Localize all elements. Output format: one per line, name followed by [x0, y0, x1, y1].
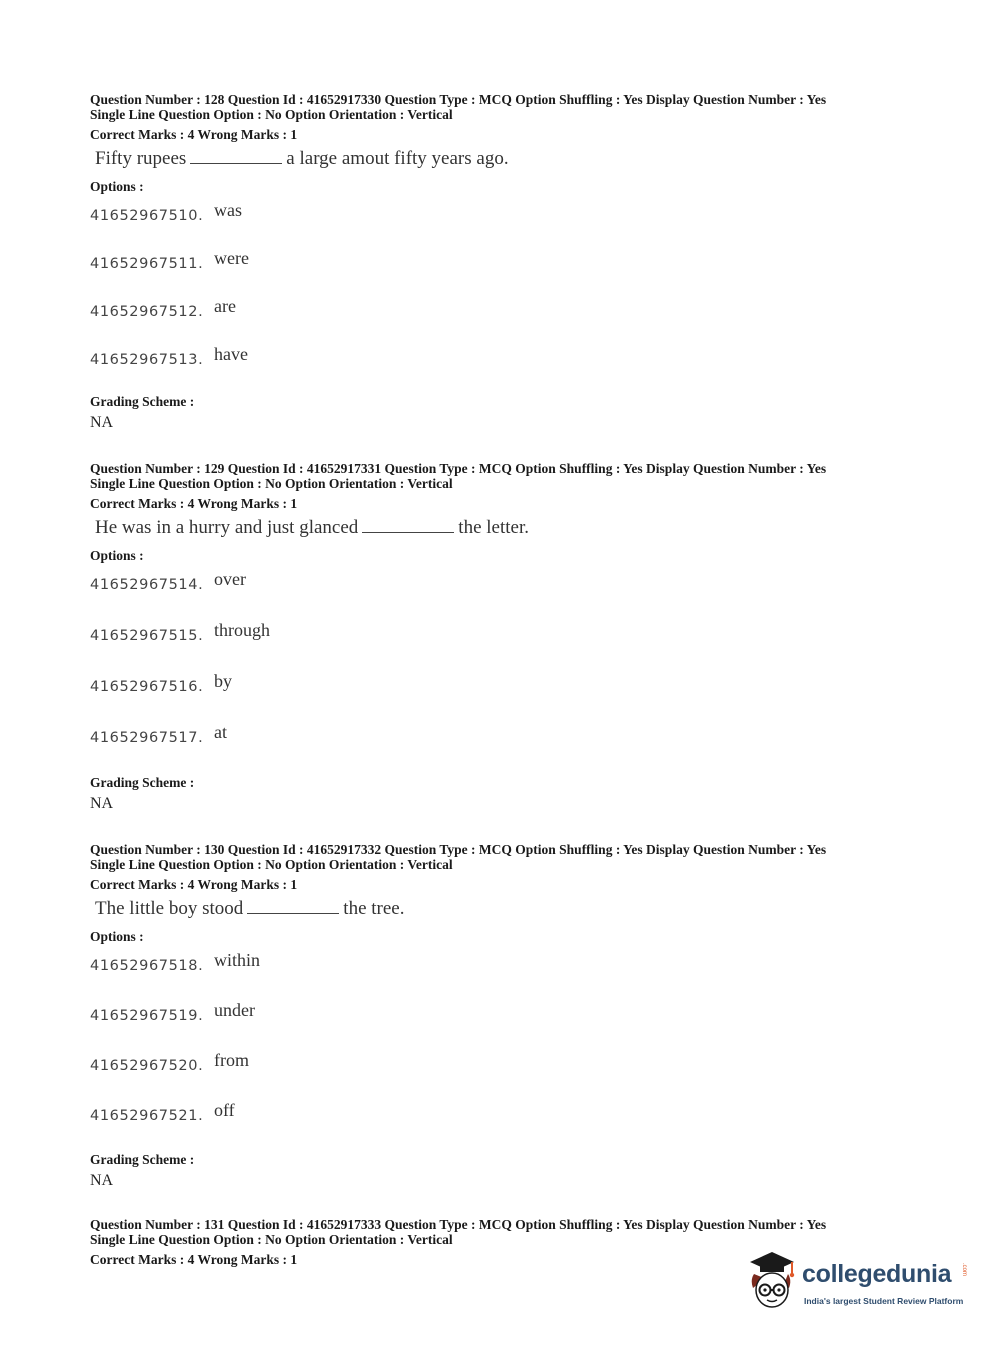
- option-id: 41652967515.: [90, 628, 204, 644]
- options-label: Options :: [90, 929, 144, 944]
- grading-scheme-label: Grading Scheme :: [90, 775, 195, 790]
- option-id: 41652967510.: [90, 208, 204, 224]
- question-marks: Correct Marks : 4 Wrong Marks : 1: [90, 877, 298, 892]
- option-text: was: [214, 200, 242, 220]
- option-id: 41652967520.: [90, 1058, 204, 1074]
- option-item[interactable]: [90, 338, 920, 386]
- question-block-129: [90, 461, 920, 813]
- fill-blank: [190, 145, 282, 164]
- option-id: 41652967519.: [90, 1008, 204, 1024]
- option-item[interactable]: [90, 290, 920, 338]
- option-item[interactable]: [90, 665, 920, 716]
- collegedunia-logo: [742, 1250, 972, 1320]
- option-text: have: [214, 344, 248, 364]
- question-text: [95, 895, 920, 921]
- question-meta-line-2: Single Line Question Option : No Option Orientation : Vertical: [90, 107, 453, 122]
- option-item[interactable]: [90, 716, 920, 767]
- question-marks: Correct Marks : 4 Wrong Marks : 1: [90, 496, 298, 511]
- question-meta-line: Question Number : 129 Question Id : 41652917331 Question Type : MCQ Option Shuffling : Yes Display Question Number : Yes: [90, 461, 827, 476]
- question-meta-line-2: Single Line Question Option : No Option Orientation : Vertical: [90, 1232, 453, 1247]
- option-text: within: [214, 950, 261, 970]
- question-marks: Correct Marks : 4 Wrong Marks : 1: [90, 127, 298, 142]
- fill-blank: [362, 514, 454, 533]
- option-id: 41652967517.: [90, 730, 204, 746]
- question-meta-line: Question Number : 131 Question Id : 41652917333 Question Type : MCQ Option Shuffling : Yes Display Question Number : Yes: [90, 1217, 827, 1232]
- mascot-icon: [742, 1250, 800, 1314]
- question-meta-line: Question Number : 130 Question Id : 41652917332 Question Type : MCQ Option Shuffling : Yes Display Question Number : Yes: [90, 842, 827, 857]
- option-id: 41652967516.: [90, 679, 204, 695]
- grading-scheme-label: Grading Scheme :: [90, 394, 195, 409]
- question-text: [95, 145, 920, 171]
- question-text-before: The little boy stood: [95, 898, 244, 919]
- grading-scheme-value: NA: [90, 1172, 114, 1189]
- option-id: 41652967513.: [90, 352, 204, 368]
- question-text: [95, 514, 920, 540]
- question-block-128: [90, 92, 920, 432]
- option-item[interactable]: [90, 614, 920, 665]
- question-meta-line: Question Number : 128 Question Id : 41652917330 Question Type : MCQ Option Shuffling : Yes Display Question Number : Yes: [90, 92, 827, 107]
- option-text: were: [214, 248, 249, 268]
- option-item[interactable]: [90, 1044, 920, 1094]
- grading-scheme-label: Grading Scheme :: [90, 1152, 195, 1167]
- option-id: 41652967511.: [90, 256, 204, 272]
- option-text: from: [214, 1050, 249, 1070]
- option-text: through: [214, 620, 270, 640]
- question-text-after: a large amout fifty years ago.: [286, 148, 509, 169]
- question-text-after: the tree.: [343, 898, 405, 919]
- options-label: Options :: [90, 548, 144, 563]
- options-label: Options :: [90, 179, 144, 194]
- option-text: under: [214, 1000, 255, 1020]
- logo-tagline: India's largest Student Review Platform: [804, 1296, 964, 1306]
- option-id: 41652967518.: [90, 958, 204, 974]
- option-text: by: [214, 671, 232, 691]
- question-block-130: [90, 842, 920, 1190]
- option-id: 41652967512.: [90, 304, 204, 320]
- option-id: 41652967521.: [90, 1108, 204, 1124]
- option-text: at: [214, 722, 227, 742]
- option-item[interactable]: [90, 242, 920, 290]
- option-id: 41652967514.: [90, 577, 204, 593]
- logo-wordmark: collegedunia: [802, 1260, 952, 1288]
- question-text-before: Fifty rupees: [95, 148, 187, 169]
- fill-blank: [247, 895, 339, 914]
- question-text-before: He was in a hurry and just glanced: [95, 517, 359, 538]
- grading-scheme-value: NA: [90, 414, 114, 431]
- question-marks: Correct Marks : 4 Wrong Marks : 1: [90, 1252, 298, 1267]
- logo-domain-suffix: .com: [961, 1263, 967, 1277]
- option-item[interactable]: [90, 944, 920, 994]
- option-text: off: [214, 1100, 235, 1120]
- question-meta-line-2: Single Line Question Option : No Option Orientation : Vertical: [90, 857, 453, 872]
- option-text: over: [214, 569, 246, 589]
- option-text: are: [214, 296, 236, 316]
- option-item[interactable]: [90, 1094, 920, 1144]
- option-item[interactable]: [90, 994, 920, 1044]
- grading-scheme-value: NA: [90, 795, 114, 812]
- question-text-after: the letter.: [458, 517, 529, 538]
- option-item[interactable]: [90, 563, 920, 614]
- option-item[interactable]: [90, 194, 920, 242]
- question-meta-line-2: Single Line Question Option : No Option Orientation : Vertical: [90, 476, 453, 491]
